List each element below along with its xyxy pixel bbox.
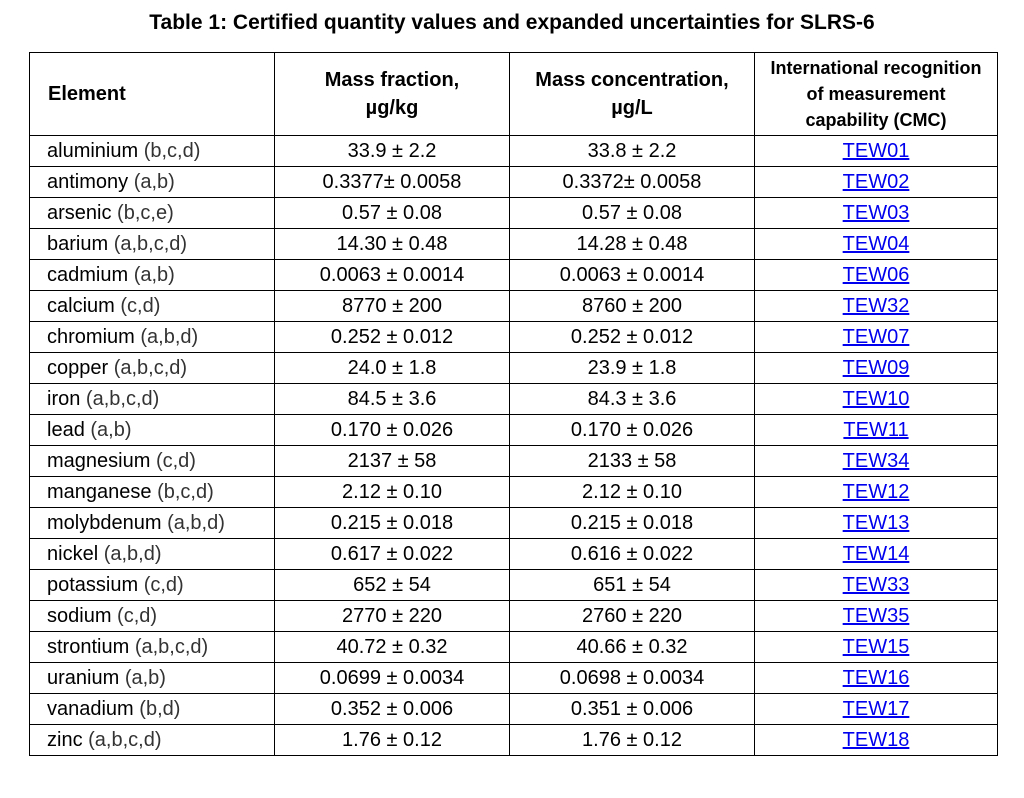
element-cell <box>30 632 275 663</box>
mass-fraction-cell: 84.5 ± 3.6 <box>275 384 510 415</box>
element-cell <box>30 508 275 539</box>
cmc-cell <box>755 632 998 663</box>
element-name: nickel <box>47 543 99 565</box>
table-row <box>30 508 998 539</box>
element-methods: (a,b) <box>133 171 175 193</box>
cmc-cell <box>755 384 998 415</box>
mass-fraction-cell: 0.0699 ± 0.0034 <box>275 663 510 694</box>
element-cell <box>30 384 275 415</box>
element-name: iron <box>47 388 81 410</box>
element-methods: (a,b,c,d) <box>85 388 160 410</box>
element-name: vanadium <box>47 698 134 720</box>
cmc-link[interactable]: TEW07 <box>842 326 910 348</box>
element-cell <box>30 601 275 632</box>
header-recognition-line2: of measurement <box>806 84 946 104</box>
mass-concentration-cell: 0.170 ± 0.026 <box>510 415 755 446</box>
element-cell <box>30 570 275 601</box>
cmc-link[interactable]: TEW03 <box>842 202 910 224</box>
element-methods: (a,b) <box>124 667 166 689</box>
mass-concentration-cell: 0.252 ± 0.012 <box>510 322 755 353</box>
element-methods: (a,b,c,d) <box>113 233 188 255</box>
mass-fraction-cell: 0.170 ± 0.026 <box>275 415 510 446</box>
table-row <box>30 384 998 415</box>
table-row <box>30 198 998 229</box>
cmc-cell <box>755 353 998 384</box>
element-methods: (b,c,d) <box>157 481 214 503</box>
element-methods: (a,b,d) <box>167 512 225 534</box>
mass-concentration-cell: 651 ± 54 <box>510 570 755 601</box>
element-name: aluminium <box>47 140 139 162</box>
mass-fraction-cell: 0.252 ± 0.012 <box>275 322 510 353</box>
element-methods: (c,d) <box>155 450 196 472</box>
mass-fraction-cell: 8770 ± 200 <box>275 291 510 322</box>
table-row <box>30 601 998 632</box>
mass-concentration-cell: 0.0063 ± 0.0014 <box>510 260 755 291</box>
element-methods: (a,b,c,d) <box>134 636 209 658</box>
header-recognition-line1: International recognition <box>770 58 982 78</box>
cmc-cell <box>755 570 998 601</box>
mass-concentration-cell: 84.3 ± 3.6 <box>510 384 755 415</box>
cmc-link[interactable]: TEW34 <box>842 450 910 472</box>
cmc-link[interactable]: TEW09 <box>842 357 910 379</box>
element-name: sodium <box>47 605 112 627</box>
mass-fraction-cell: 24.0 ± 1.8 <box>275 353 510 384</box>
element-name: copper <box>47 357 109 379</box>
cmc-cell <box>755 508 998 539</box>
element-cell <box>30 322 275 353</box>
table-row <box>30 136 998 167</box>
element-methods: (a,b,d) <box>140 326 199 348</box>
cmc-link[interactable]: TEW06 <box>842 264 910 286</box>
mass-fraction-cell: 2.12 ± 0.10 <box>275 477 510 508</box>
table-row <box>30 725 998 756</box>
element-cell <box>30 446 275 477</box>
table-row <box>30 260 998 291</box>
cmc-link[interactable]: TEW32 <box>842 295 910 317</box>
mass-fraction-cell: 14.30 ± 0.48 <box>275 229 510 260</box>
cmc-cell <box>755 539 998 570</box>
cmc-link[interactable]: TEW16 <box>842 667 910 689</box>
mass-fraction-cell: 40.72 ± 0.32 <box>275 632 510 663</box>
element-methods: (c,d) <box>143 574 184 596</box>
table-row <box>30 353 998 384</box>
table-header-row <box>30 53 998 136</box>
cmc-link[interactable]: TEW11 <box>843 419 909 441</box>
element-methods: (a,b,d) <box>103 543 162 565</box>
mass-concentration-cell: 0.351 ± 0.006 <box>510 694 755 725</box>
table-row <box>30 570 998 601</box>
cmc-cell <box>755 663 998 694</box>
table-row <box>30 446 998 477</box>
table-body <box>30 136 998 756</box>
element-name: magnesium <box>47 450 151 472</box>
table-row <box>30 694 998 725</box>
cmc-link[interactable]: TEW13 <box>842 512 910 534</box>
element-methods: (c,d) <box>120 295 161 317</box>
element-cell <box>30 415 275 446</box>
cmc-cell <box>755 136 998 167</box>
element-cell <box>30 539 275 570</box>
element-name: strontium <box>47 636 130 658</box>
table-row <box>30 322 998 353</box>
element-methods: (b,d) <box>139 698 181 720</box>
table-row <box>30 229 998 260</box>
element-name: lead <box>47 419 85 441</box>
mass-fraction-cell: 2770 ± 220 <box>275 601 510 632</box>
cmc-cell <box>755 446 998 477</box>
element-cell <box>30 229 275 260</box>
header-mass-concentration-unit: µg/L <box>611 97 653 119</box>
element-name: uranium <box>47 667 120 689</box>
element-name: calcium <box>47 295 115 317</box>
table-row <box>30 415 998 446</box>
mass-concentration-cell: 0.0698 ± 0.0034 <box>510 663 755 694</box>
mass-fraction-cell: 0.0063 ± 0.0014 <box>275 260 510 291</box>
table-title: Table 1: Certified quantity values and expanded uncertainties for SLRS-6 <box>149 11 875 34</box>
cmc-link[interactable]: TEW18 <box>842 729 910 751</box>
cmc-link[interactable]: TEW33 <box>842 574 910 596</box>
mass-concentration-cell: 2760 ± 220 <box>510 601 755 632</box>
cmc-cell <box>755 229 998 260</box>
element-cell <box>30 291 275 322</box>
header-mass-concentration-label: Mass concentration, <box>535 69 729 91</box>
mass-concentration-cell: 33.8 ± 2.2 <box>510 136 755 167</box>
cmc-cell <box>755 694 998 725</box>
mass-concentration-cell: 23.9 ± 1.8 <box>510 353 755 384</box>
element-name: zinc <box>47 729 83 751</box>
element-cell <box>30 260 275 291</box>
element-cell <box>30 167 275 198</box>
element-name: barium <box>47 233 109 255</box>
cmc-cell <box>755 198 998 229</box>
cmc-cell <box>755 601 998 632</box>
mass-concentration-cell: 14.28 ± 0.48 <box>510 229 755 260</box>
element-methods: (b,c,e) <box>117 202 174 224</box>
table-row <box>30 663 998 694</box>
element-cell <box>30 136 275 167</box>
element-cell <box>30 353 275 384</box>
mass-fraction-cell: 0.352 ± 0.006 <box>275 694 510 725</box>
table-row <box>30 632 998 663</box>
header-recognition <box>755 53 998 136</box>
cmc-cell <box>755 260 998 291</box>
element-methods: (b,c,d) <box>143 140 201 162</box>
mass-fraction-cell: 33.9 ± 2.2 <box>275 136 510 167</box>
mass-fraction-cell: 0.215 ± 0.018 <box>275 508 510 539</box>
cmc-link[interactable]: TEW12 <box>842 481 910 503</box>
header-element: Element <box>30 53 275 136</box>
element-name: molybdenum <box>47 512 162 534</box>
mass-concentration-cell: 8760 ± 200 <box>510 291 755 322</box>
cmc-cell <box>755 322 998 353</box>
table-row <box>30 291 998 322</box>
mass-fraction-cell: 2137 ± 58 <box>275 446 510 477</box>
header-mass-fraction-unit: µg/kg <box>365 97 419 119</box>
cmc-link[interactable]: TEW04 <box>842 233 910 255</box>
header-mass-fraction-label: Mass fraction, <box>324 69 460 91</box>
table-row <box>30 477 998 508</box>
table-row <box>30 167 998 198</box>
mass-concentration-cell: 0.616 ± 0.022 <box>510 539 755 570</box>
mass-concentration-cell: 1.76 ± 0.12 <box>510 725 755 756</box>
cmc-link[interactable]: TEW10 <box>842 388 910 410</box>
mass-concentration-cell: 40.66 ± 0.32 <box>510 632 755 663</box>
element-name: chromium <box>47 326 135 348</box>
mass-concentration-cell: 0.57 ± 0.08 <box>510 198 755 229</box>
element-name: arsenic <box>47 202 112 224</box>
element-name: cadmium <box>47 264 129 286</box>
header-mass-fraction <box>275 53 510 136</box>
cmc-cell <box>755 291 998 322</box>
cmc-link[interactable]: TEW02 <box>842 171 910 193</box>
element-methods: (c,d) <box>117 605 158 627</box>
cmc-link[interactable]: TEW15 <box>842 636 910 658</box>
element-methods: (a,b) <box>90 419 132 441</box>
element-methods: (a,b,c,d) <box>88 729 162 751</box>
cmc-cell <box>755 415 998 446</box>
cmc-cell <box>755 725 998 756</box>
mass-fraction-cell: 652 ± 54 <box>275 570 510 601</box>
header-mass-concentration <box>510 53 755 136</box>
element-methods: (a,b,c,d) <box>113 357 188 379</box>
table-row <box>30 539 998 570</box>
cmc-cell <box>755 167 998 198</box>
certified-values-table <box>29 52 998 756</box>
mass-fraction-cell: 0.3377± 0.0058 <box>275 167 510 198</box>
element-name: manganese <box>47 481 152 503</box>
mass-fraction-cell: 0.57 ± 0.08 <box>275 198 510 229</box>
mass-concentration-cell: 0.215 ± 0.018 <box>510 508 755 539</box>
element-cell <box>30 725 275 756</box>
mass-concentration-cell: 0.3372± 0.0058 <box>510 167 755 198</box>
element-cell <box>30 663 275 694</box>
element-name: antimony <box>47 171 129 193</box>
element-name: potassium <box>47 574 139 596</box>
cmc-link[interactable]: TEW14 <box>842 543 910 565</box>
mass-fraction-cell: 1.76 ± 0.12 <box>275 725 510 756</box>
element-methods: (a,b) <box>133 264 175 286</box>
mass-concentration-cell: 2133 ± 58 <box>510 446 755 477</box>
cmc-cell <box>755 477 998 508</box>
mass-concentration-cell: 2.12 ± 0.10 <box>510 477 755 508</box>
cmc-link[interactable]: TEW01 <box>842 140 910 162</box>
element-cell <box>30 477 275 508</box>
cmc-link[interactable]: TEW35 <box>842 605 910 627</box>
header-recognition-line3: capability (CMC) <box>805 110 947 130</box>
cmc-link[interactable]: TEW17 <box>842 698 910 720</box>
element-cell <box>30 694 275 725</box>
element-cell <box>30 198 275 229</box>
mass-fraction-cell: 0.617 ± 0.022 <box>275 539 510 570</box>
